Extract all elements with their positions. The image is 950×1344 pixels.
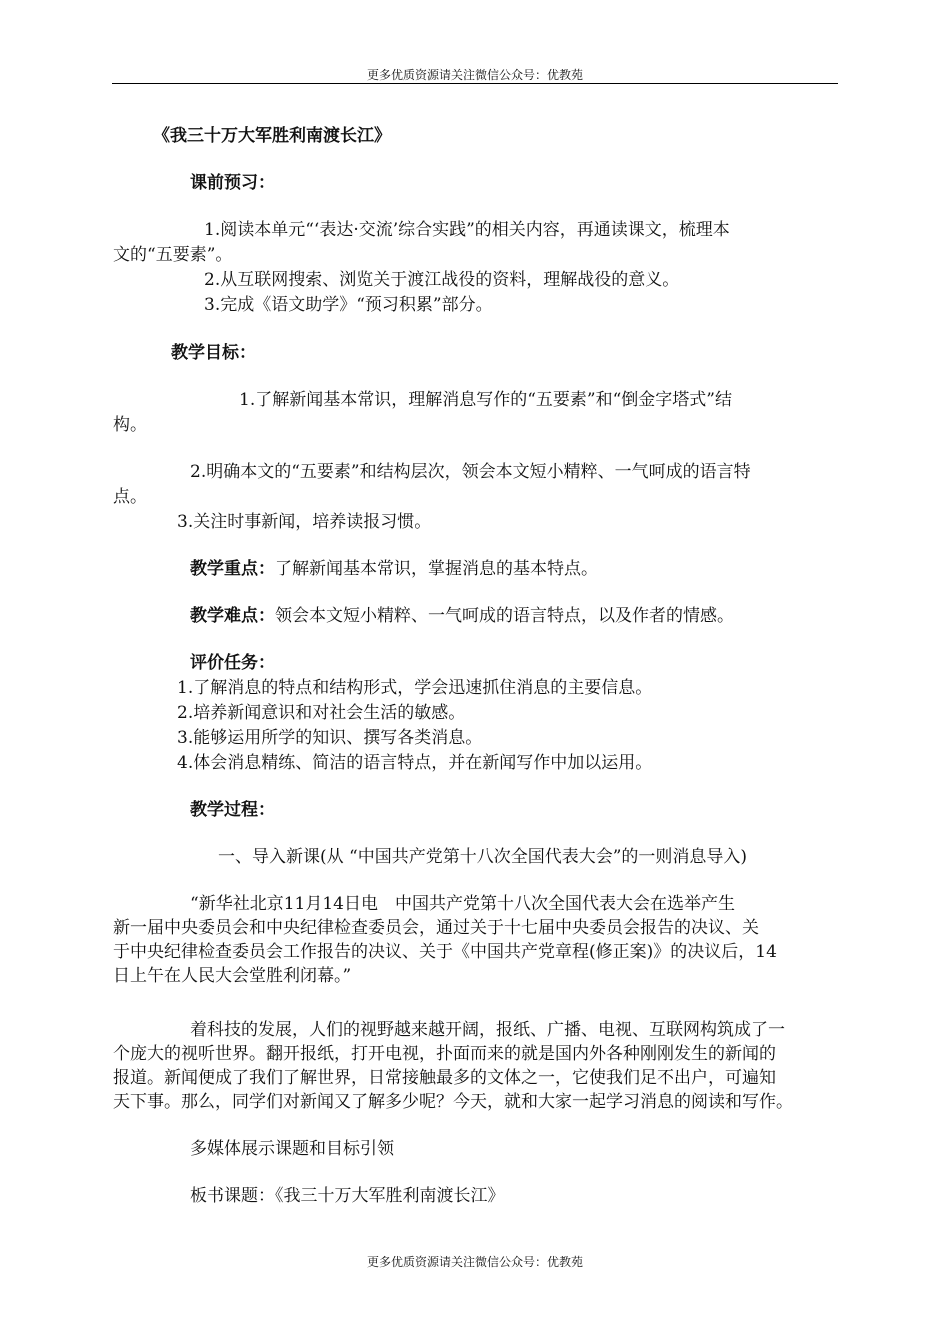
quote-line: 于中央纪律检查委员会工作报告的决议、关于《中国共产党章程(修正案)》的决议后，14: [113, 942, 777, 962]
media-line: 多媒体展示课题和目标引领: [190, 1139, 394, 1159]
evaluation-item: 1.了解消息的特点和结构形式，学会迅速抓住消息的主要信息。: [177, 678, 653, 698]
header-rule: [112, 83, 838, 84]
page-header-note: 更多优质资源请关注微信公众号：优教苑: [366, 68, 583, 82]
evaluation-item: 3.能够运用所学的知识、撰写各类消息。: [177, 728, 483, 748]
quote-line: “新华社北京11月14日电 中国共产党第十八次全国代表大会在选举产生: [190, 894, 735, 914]
keypoint-label: 教学重点：: [190, 559, 275, 579]
keypoint-line: [190, 557, 598, 581]
process-heading: 教学过程：: [190, 800, 275, 820]
goal-item: 1.了解新闻基本常识，理解消息写作的“五要素”和“倒金字塔式”结: [239, 390, 732, 410]
intro-line: 天下事。那么，同学们对新闻又了解多少呢？今天，就和大家一起学习消息的阅读和写作。: [113, 1092, 793, 1112]
preview-heading: 课前预习：: [190, 173, 275, 193]
preview-item: 文的“五要素”。: [113, 245, 233, 265]
difficulty-text: 领会本文短小精粹、一气呵成的语言特点，以及作者的情感。: [275, 606, 734, 626]
preview-item: 2.从互联网搜索、浏览关于渡江战役的资料，理解战役的意义。: [204, 270, 680, 290]
goal-item: 构。: [113, 415, 147, 435]
evaluation-item: 2.培养新闻意识和对社会生活的敏感。: [177, 703, 466, 723]
difficulty-line: [190, 604, 734, 628]
goals-heading: 教学目标：: [171, 343, 256, 363]
board-line: 板书课题：《我三十万大军胜利南渡长江》: [190, 1186, 505, 1206]
process-step: 一、导入新课(从 “中国共产党第十八次全国代表大会”的一则消息导入): [218, 847, 748, 867]
document-title: 《我三十万大军胜利南渡长江》: [153, 126, 391, 146]
difficulty-label: 教学难点：: [190, 606, 275, 626]
evaluation-heading: 评价任务：: [190, 653, 275, 673]
goal-item: 2.明确本文的“五要素”和结构层次，领会本文短小精粹、一气呵成的语言特: [190, 462, 751, 482]
preview-item: 1.阅读本单元“‘表达·交流’综合实践”的相关内容，再通读课文，梳理本: [204, 220, 730, 240]
evaluation-item: 4.体会消息精练、简洁的语言特点，并在新闻写作中加以运用。: [177, 753, 653, 773]
goal-item: 点。: [113, 487, 147, 507]
preview-item: 3.完成《语文助学》“预习积累”部分。: [204, 295, 493, 315]
intro-line: 个庞大的视听世界。翻开报纸，打开电视，扑面而来的就是国内外各种刚刚发生的新闻的: [113, 1044, 776, 1064]
quote-line: 日上午在人民大会堂胜利闭幕。”: [113, 966, 352, 986]
page-footer-note: 更多优质资源请关注微信公众号：优教苑: [366, 1255, 583, 1269]
intro-line: 报道。新闻便成了我们了解世界，日常接触最多的文体之一，它使我们足不出户，可遍知: [113, 1068, 776, 1088]
intro-line: 着科技的发展，人们的视野越来越开阔，报纸、广播、电视、互联网构筑成了一: [190, 1020, 785, 1040]
quote-line: 新一届中央委员会和中央纪律检查委员会，通过关于十七届中央委员会报告的决议、关: [113, 918, 759, 938]
goal-item: 3.关注时事新闻，培养读报习惯。: [177, 512, 432, 532]
keypoint-text: 了解新闻基本常识，掌握消息的基本特点。: [275, 559, 598, 579]
